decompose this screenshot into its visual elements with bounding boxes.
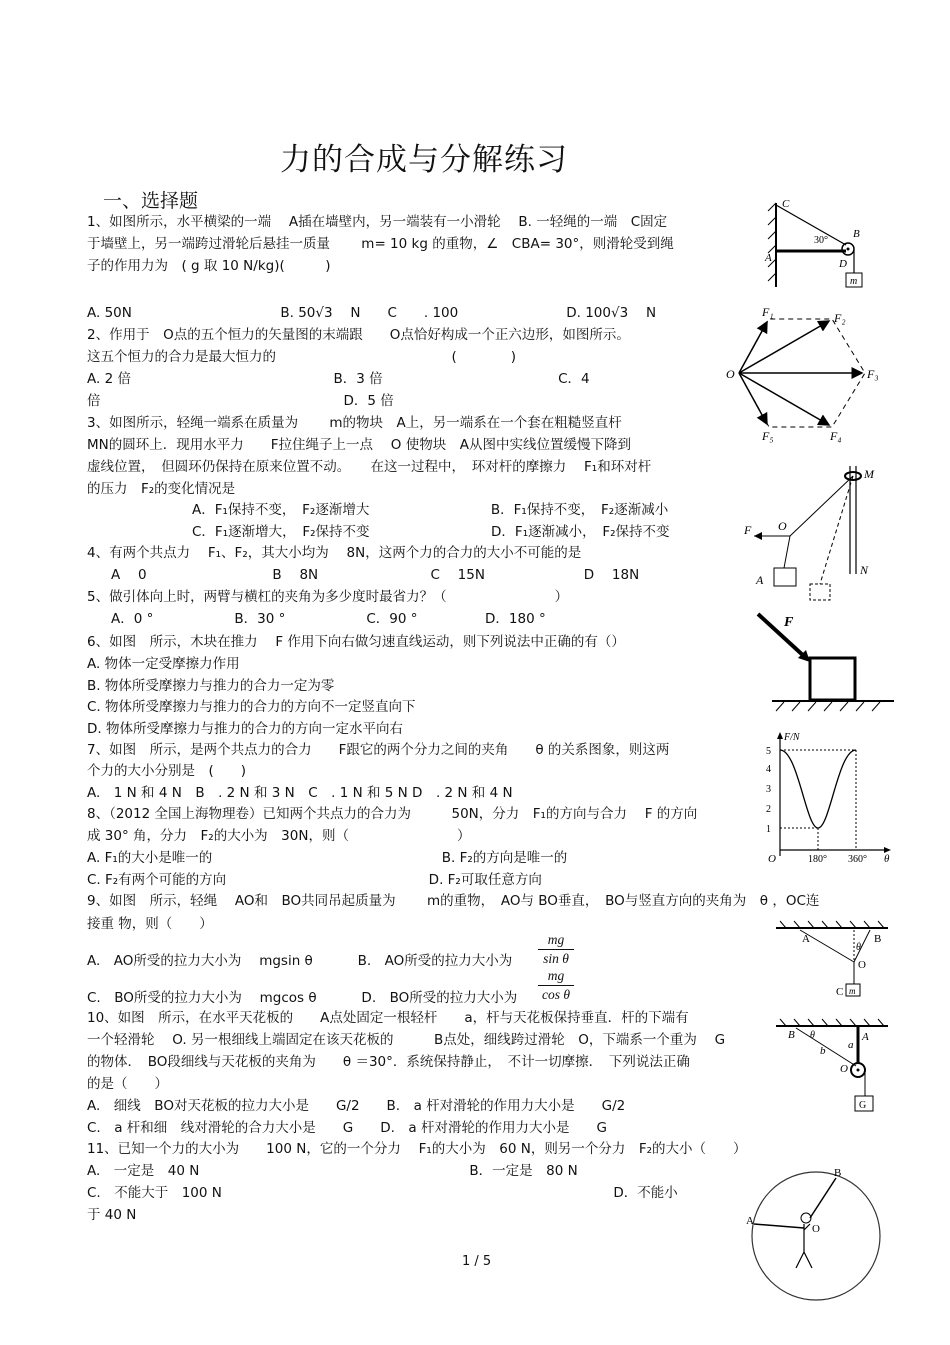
fig6-label-m: m — [849, 986, 856, 996]
fig5-tick-y-5: 5 — [766, 746, 771, 757]
text-line: 个力的大小分别是 ( ) — [87, 763, 247, 779]
text-line: 虚线位置， 但圆环仍保持在原来位置不动。 在这一过程中， 环对杆的摩擦力 F₁和环对杆 — [87, 459, 652, 475]
fig3-label-a: A — [756, 573, 764, 587]
fig3-label-n: N — [860, 563, 869, 577]
text-line: A. 细线 BO对天花板的拉力大小是 G/2 B. a 杆对滑轮的作用力大小是 G/2 — [87, 1098, 626, 1114]
fraction-a — [538, 932, 574, 967]
fig1-label-m: m — [850, 276, 858, 287]
text-line: A．F₁保持不变， F₂逐渐增大 B．F₁保持不变， F₂逐渐减小 — [192, 502, 669, 518]
text-line: C. 不能大于 100 N D．不能小 — [87, 1185, 678, 1201]
fraction-b-num: mg — [547, 968, 565, 983]
text-line: A. F₁的大小是唯一的 B. F₂的方向是唯一的 — [87, 850, 568, 866]
text-line: 的是（ ） — [87, 1076, 168, 1092]
fig5-tick-x-180: 180° — [808, 854, 827, 865]
fig2-label-o: O — [726, 367, 735, 381]
text-line: A．0 ° B．30 ° C．90 ° D．180 ° — [111, 611, 546, 627]
text-line: 的压力 F₂的变化情况是 — [87, 481, 236, 497]
fig7-label-a: A — [862, 1031, 869, 1043]
fig5-tick-y-1: 1 — [766, 824, 771, 835]
fig6-label-c: C — [836, 986, 844, 998]
figure-rod-ring — [740, 462, 890, 607]
fig1-label-d: D — [839, 258, 847, 270]
text-line: 的物体． BO段细线与天花板的夹角为 θ ＝30°．系统保持静止， 不计一切摩擦． 下列说法正确 — [87, 1054, 690, 1070]
fig6-label-b: B — [874, 933, 882, 945]
fig7-label-b-lower: b — [820, 1045, 826, 1057]
fig2-label-f4: F₄ — [830, 429, 842, 443]
text-line: 2、作用于 O点的五个恒力的矢量图的末端跟 O点恰好构成一个正六边形，如图所示。 — [87, 327, 630, 343]
text-line: C. 物体所受摩擦力与推力的合力的方向不一定竖直向下 — [87, 699, 416, 715]
text-line: A. 一定是 40 N B．一定是 80 N — [87, 1163, 578, 1179]
fraction-b-den: cos θ — [541, 987, 570, 1002]
fig5-tick-y-4: 4 — [766, 764, 771, 775]
fig5-ylabel: F/N — [784, 732, 800, 743]
fig3-label-f: F — [744, 523, 752, 537]
text-line: 9、如图 所示，轻绳 AO和 BO共同吊起质量为 m的重物， AO与 BO垂直， BO与竖直方向的夹角为 θ ，OC连 — [87, 893, 820, 909]
fig3-label-o: O — [778, 519, 787, 533]
fig5-tick-x-360: 360° — [848, 854, 867, 865]
fig2-label-f3: F₃ — [867, 367, 879, 381]
fraction-a-num: mg — [547, 932, 565, 947]
figure-pulley-beam — [762, 195, 872, 295]
fig7-label-g: G — [859, 1100, 867, 1111]
text-line: MN的圆环上．现用水平力 F拉住绳子上一点 O 使物块 A从图中实线位置缓慢下降到 — [87, 437, 631, 453]
text-line: 这五个恒力的合力是最大恒力的 ( ) — [87, 349, 517, 365]
figure-circle-person — [738, 1168, 888, 1308]
text-line: 4、有两个共点力 F₁、F₂，其大小均为 8N，这两个力的合力的大小不可能的是 — [87, 545, 582, 561]
figure-f-theta-graph — [758, 726, 893, 866]
fraction-b — [538, 968, 574, 1003]
fig2-label-f1: F₁ — [762, 305, 774, 319]
figure-hexagon-forces — [722, 298, 887, 448]
fig1-label-b: B — [853, 228, 860, 240]
fig7-label-b: B — [788, 1029, 795, 1041]
text-line: C. a 杆和细 线对滑轮的合力大小是 G D. a 杆对滑轮的作用力大小是 G — [87, 1120, 607, 1136]
text-line: 倍 D．5 倍 — [87, 393, 394, 409]
fig2-label-f2: F₂ — [834, 311, 846, 325]
text-line: 于 40 N — [87, 1207, 137, 1223]
text-line: A. AO所受的拉力大小为 mgsin θ B. AO所受的拉力大小为 — [87, 953, 513, 969]
fig3-label-m: M — [864, 467, 874, 481]
figure-block-push — [752, 608, 897, 716]
fig7-label-o: O — [840, 1063, 848, 1075]
fig7-label-theta: θ — [810, 1030, 815, 1041]
figure-two-ropes — [772, 920, 892, 1002]
text-line: 6、如图 所示，木块在推力 F 作用下向右做匀速直线运动，则下列说法中正确的有（） — [87, 634, 625, 650]
text-line: A. 1 N 和 4 N B . 2 N 和 3 N C . 1 N 和 5 N D . 2 N 和 4 N — [87, 785, 513, 801]
fig1-label-a: A — [765, 252, 772, 264]
text-line: 7、如图 所示，是两个共点力的合力 F跟它的两个分力之间的夹角 θ 的关系图象，则这两 — [87, 742, 670, 758]
text-line: 3、如图所示，轻绳一端系在质量为 m的物块 A上，另一端系在一个套在粗糙竖直杆 — [87, 415, 622, 431]
text-line: 11、已知一个力的大小为 100 N，它的一个分力 F₁的大小为 60 N，则另一个分力 F₂的大小（ ） — [87, 1141, 747, 1157]
fraction-a-den: sin θ — [543, 951, 569, 966]
fig8-label-a: A — [746, 1215, 754, 1227]
text-line: D. 物体所受摩擦力与推力的合力的方向一定水平向右 — [87, 721, 403, 737]
fig5-origin: O — [768, 853, 776, 865]
text-line: C. BO所受的拉力大小为 mgcos θ D. BO所受的拉力大小为 — [87, 990, 518, 1006]
fig1-label-angle: 30° — [814, 235, 828, 246]
text-line: 5、做引体向上时，两臂与横杠的夹角为多少度时最省力？（ ） — [87, 589, 569, 605]
fig6-label-o: O — [858, 959, 866, 971]
page-title: 力的合成与分解练习 — [280, 142, 568, 178]
text-line: 8、（2012 全国上海物理卷）已知两个共点力的合力为 50N，分力 F₁的方向与合力 F 的方向 — [87, 806, 698, 822]
text-line: C．F₁逐渐增大， F₂保持不变 D．F₁逐渐减小， F₂保持不变 — [192, 524, 670, 540]
section-heading: 一、选择题 — [103, 190, 199, 212]
fig7-label-a-rod: a — [848, 1039, 854, 1051]
text-line: C. F₂有两个可能的方向 D. F₂可取任意方向 — [87, 872, 542, 888]
fig6-label-a: A — [802, 933, 810, 945]
text-line: B. 物体所受摩擦力与推力的合力一定为零 — [87, 678, 335, 694]
fig8-label-b: B — [834, 1168, 842, 1179]
fig8-label-o: O — [812, 1223, 820, 1235]
fig5-tick-y-2: 2 — [766, 804, 771, 815]
text-line: 成 30° 角，分力 F₂的大小为 30N，则（ ） — [87, 828, 471, 844]
text-line: 接重 物，则（ ） — [87, 916, 213, 932]
text-line: A. 物体一定受摩擦力作用 — [87, 656, 240, 672]
fig4-label-f: F — [784, 615, 794, 630]
figure-rod-pulley — [772, 1018, 892, 1116]
fig6-label-theta: θ — [856, 942, 861, 953]
fig1-label-c: C — [782, 198, 790, 210]
text-line: 一个轻滑轮 O. 另一根细线上端固定在该天花板的 B点处，细线跨过滑轮 O，下端系一个重为 G — [87, 1032, 726, 1048]
page-number: 1 / 5 — [462, 1254, 492, 1269]
text-line: 子的作用力为 ( g 取 10 N/kg)( ) — [87, 258, 331, 274]
text-line: 1、如图所示，水平横梁的一端 A插在墙壁内，另一端装有一小滑轮 B. 一轻绳的一端 C固定 — [87, 214, 668, 230]
fig5-tick-y-3: 3 — [766, 784, 771, 795]
text-line: A. 2 倍 B．3 倍 C．4 — [87, 371, 590, 387]
text-line: 于墙壁上，另一端跨过滑轮后悬挂一质量 m= 10 kg 的重物，∠ CBA= 30°，则滑轮受到绳 — [87, 236, 674, 252]
fig2-label-f5: F₅ — [762, 429, 774, 443]
text-line: 10、如图 所示，在水平天花板的 A点处固定一根轻杆 a，杆与天花板保持垂直．杆的下端有 — [87, 1010, 689, 1026]
text-line: A 0 B 8N C 15N D 18N — [111, 567, 640, 583]
text-line: A. 50N B. 50√3 N C . 100 D. 100√3 N — [87, 305, 657, 321]
fig5-xlabel: θ — [884, 853, 890, 865]
